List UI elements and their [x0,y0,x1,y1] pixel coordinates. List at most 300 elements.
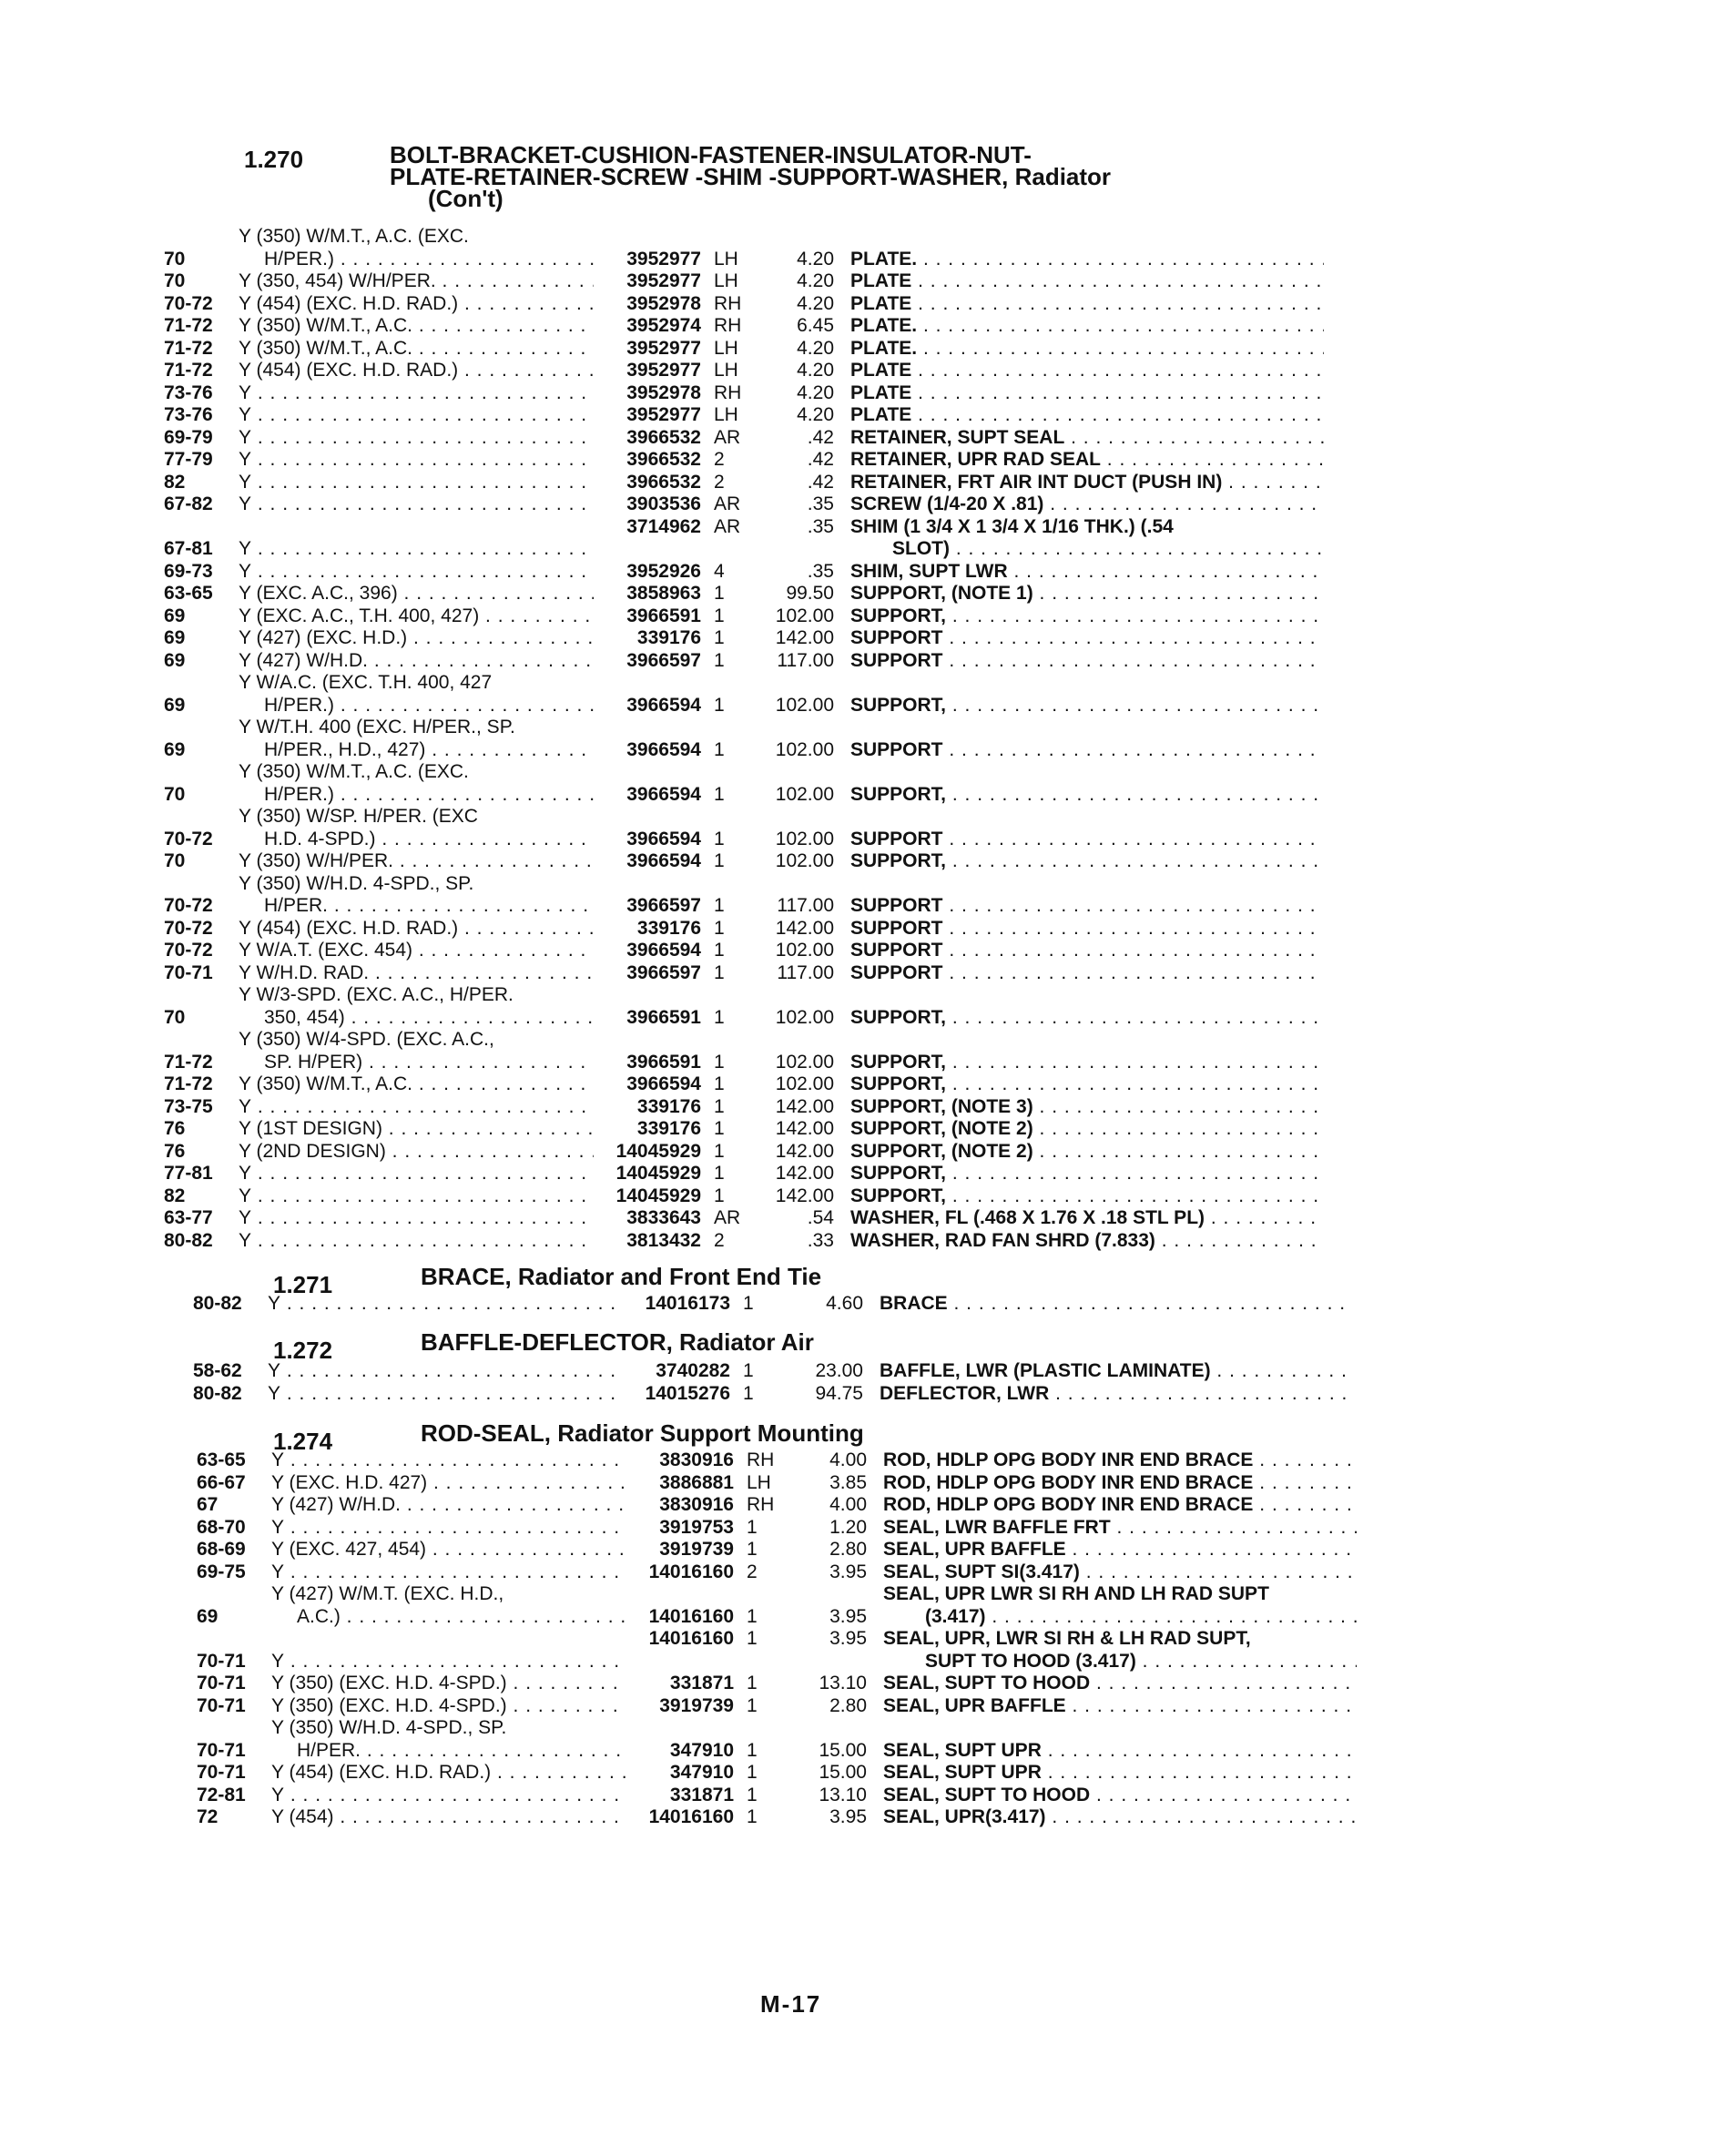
part-row [164,650,1366,673]
year-range: 70 [164,270,186,291]
part-number: 14015276 [645,1382,730,1404]
description [834,739,1324,762]
price: 142.00 [775,1118,834,1139]
quantity: LH [714,404,738,425]
section-number: 1.274 [273,1428,333,1455]
application [271,1539,626,1561]
application-line: Y (427) (EXC. H.D.) . . . [239,627,594,650]
part-number: 3966591 [626,605,701,626]
part-number: 3966594 [626,940,701,961]
description [834,1141,1324,1164]
part-row [164,404,1366,427]
description [867,1449,1357,1472]
part-number: 3966597 [626,961,701,983]
part-row [164,382,1366,405]
price: 4.00 [829,1449,867,1470]
description [834,315,1324,338]
description-line: SHIM, SUPT LWR . . . [850,561,1324,584]
price: .35 [807,515,834,537]
quantity: 1 [747,1673,758,1693]
description-line: SUPPORT . . . [850,940,1324,962]
description-line: RETAINER, FRT AIR INT DUCT (PUSH IN) . . . [850,472,1324,494]
description-line: SEAL, LWR BAFFLE FRT . . . [883,1517,1357,1540]
application-line: Y (350) W/SP. H/PER. (EXC [239,806,478,827]
application-line: SP. H/PER) . . . [239,1052,594,1074]
application-line: Y (454) (EXC. H.D. RAD.) . . . [239,918,594,941]
section-title-line: (Con't) [428,185,503,212]
application-line: Y . . . [268,1383,623,1406]
description [834,516,1324,561]
description-line: SUPPORT, . . . [850,1052,1324,1074]
application-line: Y (350) (EXC. H.D. 4-SPD.) . . . [271,1673,626,1695]
application [271,1762,626,1785]
description [867,1472,1357,1495]
application-line: Y (350) W/M.T., A.C. . . . [239,315,594,338]
application [239,806,594,850]
price: 117.00 [777,649,834,671]
quantity: AR [714,1207,741,1228]
part-number: 3952977 [626,248,701,270]
part-row [164,761,1366,806]
quantity: 1 [714,649,725,671]
price: .35 [807,493,834,514]
description [834,605,1324,628]
part-number: 14045929 [615,1185,701,1206]
year-range: 82 [164,1185,186,1206]
price: .35 [807,560,834,582]
part-number: 3966594 [626,850,701,871]
description [834,404,1324,427]
price: 2.80 [829,1694,867,1716]
part-number: 3966594 [626,694,701,716]
part-number: 3830916 [659,1494,734,1515]
description [834,561,1324,584]
part-row [197,1449,1399,1472]
application-line: Y . . . [268,1293,623,1316]
application-line: Y . . . [239,449,594,472]
application-line: H/PER.) . . . [239,695,594,717]
application-line: Y W/H.D. RAD. . . . [239,962,594,985]
year-range: 70-71 [164,961,213,983]
application-line: Y . . . [239,404,594,427]
part-number: 3952977 [626,404,701,425]
year-range: 71-72 [164,315,213,336]
quantity: 1 [714,1118,725,1139]
description-line: SHIM (1 3/4 X 1 3/4 X 1/16 THK.) (.54 [850,515,1174,537]
quantity: 1 [714,917,725,939]
parts-table-1271 [193,1293,1395,1316]
description [834,784,1324,807]
year-range: 76 [164,1118,186,1139]
part-row [164,627,1366,650]
price: 102.00 [775,738,834,760]
application [239,382,594,405]
description-line: (3.417) . . . [883,1606,1357,1629]
price: 3.95 [829,1628,867,1649]
description-line: SUPPORT, . . . [850,605,1324,628]
part-row [197,1583,1399,1628]
part-number: 331871 [669,1784,734,1805]
application [239,605,594,628]
application [268,1360,623,1383]
application-line: Y (427) W/H.D. . . . [271,1494,626,1517]
application-line: Y . . . [271,1517,626,1540]
description-line: SEAL, SUPT TO HOOD . . . [883,1673,1357,1695]
year-range: 58-62 [193,1360,242,1381]
part-number: 3952978 [626,292,701,314]
description [834,1207,1324,1230]
year-range: 76 [164,1140,186,1162]
quantity: LH [714,360,738,381]
description-line: SUPPORT, . . . [850,695,1324,717]
price: 6.45 [797,315,834,336]
description-line: SUPPORT . . . [850,627,1324,650]
description-line: RETAINER, SUPT SEAL . . . [850,427,1324,450]
application [271,1449,626,1472]
part-number: 3952977 [626,270,701,291]
application [239,850,594,873]
quantity: 1 [747,1762,758,1783]
description [834,627,1324,650]
description [834,382,1324,405]
quantity: 1 [714,738,725,760]
price: 102.00 [775,694,834,716]
year-range: 80-82 [193,1293,242,1314]
section-number: 1.270 [244,146,304,173]
part-row [197,1673,1399,1695]
part-row [164,493,1366,516]
part-number: 3952926 [626,560,701,582]
description [834,962,1324,985]
application [239,226,594,270]
application [239,873,594,918]
application [271,1695,626,1718]
section-title [390,141,1112,212]
quantity: 1 [714,1095,725,1117]
part-row [197,1628,1399,1673]
year-range: 70-72 [164,828,213,849]
part-row [197,1494,1399,1517]
year-range: 70-71 [197,1650,246,1672]
application-line: H/PER., H.D., 427) . . . [239,739,594,762]
part-row [164,717,1366,761]
quantity: RH [714,315,742,336]
application-line: Y (350) W/4-SPD. (EXC. A.C., [239,1029,494,1050]
year-range: 69 [164,649,186,671]
description [863,1293,1353,1316]
price: 3.85 [829,1471,867,1493]
year-range: 63-65 [164,583,213,604]
description [867,1517,1357,1540]
description [834,918,1324,941]
description-line: SUPPORT, (NOTE 2) . . . [850,1118,1324,1141]
application [239,270,594,293]
application-line: H.D. 4-SPD.) . . . [239,829,594,851]
part-number: 339176 [636,627,701,648]
part-row [164,605,1366,628]
price: 102.00 [775,1006,834,1028]
application [239,1207,594,1230]
price: 102.00 [775,783,834,805]
part-row [193,1383,1395,1406]
description [834,695,1324,717]
application-line: Y W/A.C. (EXC. T.H. 400, 427 [239,672,493,693]
application-line: Y (427) W/H.D. . . . [239,650,594,673]
year-range: 63-77 [164,1207,213,1228]
part-row [164,1073,1366,1096]
year-range: 70-72 [164,917,213,939]
quantity: 1 [714,850,725,871]
description-line: PLATE . . . [850,270,1324,293]
quantity: 1 [714,1140,725,1162]
application-line: Y . . . [268,1360,623,1383]
description [834,270,1324,293]
quantity: 1 [747,1784,758,1805]
part-row [164,226,1366,270]
year-range: 70-71 [197,1694,246,1716]
quantity: 2 [714,471,725,493]
application [271,1673,626,1695]
description [834,472,1324,494]
part-row [197,1517,1399,1540]
year-range: 72 [197,1806,219,1827]
part-number: 3886881 [659,1471,734,1493]
quantity: LH [714,337,738,359]
part-number: 3919739 [659,1694,734,1716]
application-line: Y . . . [239,1096,594,1119]
quantity: 1 [747,1605,758,1627]
price: 4.20 [797,381,834,403]
price: .42 [807,426,834,448]
description [834,895,1324,918]
year-range: 63-65 [197,1449,246,1470]
description [834,449,1324,472]
parts-table-1272 [193,1360,1395,1405]
application [239,940,594,962]
application [239,717,594,761]
application [268,1383,623,1406]
year-range: 71-72 [164,337,213,359]
year-range: 69-79 [164,426,213,448]
application-line: Y . . . [271,1561,626,1584]
part-number: 3830916 [659,1449,734,1470]
year-range: 70 [164,248,186,270]
application-line: Y (454) (EXC. H.D. RAD.) . . . [271,1762,626,1785]
year-range: 73-75 [164,1095,213,1117]
part-row [164,940,1366,962]
description-line: SUPPORT, (NOTE 2) . . . [850,1141,1324,1164]
description [867,1806,1357,1829]
quantity: 2 [747,1561,758,1582]
application-line: Y . . . [239,1230,594,1253]
year-range: 68-69 [197,1539,246,1560]
year-range: 71-72 [164,1051,213,1073]
part-number: 3966594 [626,738,701,760]
application-line: Y (350) W/M.T., A.C. . . . [239,338,594,361]
description [834,1073,1324,1096]
part-number: 3952974 [626,315,701,336]
part-number: 3952977 [626,337,701,359]
application [239,338,594,361]
application-line: Y (1ST DESIGN) . . . [239,1118,594,1141]
part-row [164,270,1366,293]
quantity: 4 [714,560,725,582]
part-row [164,1207,1366,1230]
application-line: Y . . . [239,1163,594,1185]
section-title [421,1263,822,1290]
description-line: SUPPORT . . . [850,962,1324,985]
section-title-line: PLATE-RETAINER-SCREW -SHIM -SUPPORT-WASHER, Radiator [390,163,1112,190]
quantity: 1 [714,1163,725,1184]
quantity: 1 [747,1739,758,1761]
price: 4.00 [829,1494,867,1515]
application [239,627,594,650]
quantity: RH [747,1494,775,1515]
year-range: 70-71 [197,1673,246,1693]
parts-table-1270 [164,226,1366,1252]
description [834,940,1324,962]
part-row [197,1695,1399,1718]
description-line: PLATE . . . [850,382,1324,405]
description [867,1583,1357,1628]
application-line: Y (2ND DESIGN) . . . [239,1141,594,1164]
year-range: 70 [164,1006,186,1028]
application-line: Y (350) W/M.T., A.C. (EXC. [239,226,469,247]
application [268,1293,623,1316]
part-row [193,1360,1395,1383]
price: 4.20 [797,404,834,425]
quantity: 1 [714,1006,725,1028]
description-line: BAFFLE, LWR (PLASTIC LAMINATE) . . . [880,1360,1353,1383]
application-line: Y (EXC. A.C., 396) . . . [239,583,594,605]
part-row [164,1185,1366,1208]
price: 2.80 [829,1539,867,1560]
description-line: SEAL, UPR(3.417) . . . [883,1806,1357,1829]
application [239,918,594,941]
year-range: 71-72 [164,1073,213,1094]
part-row [197,1717,1399,1762]
quantity: LH [714,270,738,291]
part-number: 3833643 [626,1207,701,1228]
application [239,962,594,985]
description-line: WASHER, RAD FAN SHRD (7.833) . . . [850,1230,1324,1253]
price: 4.60 [826,1293,863,1314]
part-number: 3966594 [626,1073,701,1094]
part-row [164,516,1366,561]
application [239,1118,594,1141]
price: 142.00 [775,1140,834,1162]
quantity: AR [714,515,741,537]
application [239,538,594,561]
application [271,1517,626,1540]
section-title [421,1328,814,1356]
description [834,1118,1324,1141]
application [239,315,594,338]
part-row [164,962,1366,985]
page-number: M-17 [760,1990,822,2018]
year-range: 66-67 [197,1471,246,1493]
price: 15.00 [819,1762,867,1783]
part-number: 3966597 [626,895,701,916]
year-range: 68-70 [197,1516,246,1538]
year-range: 77-81 [164,1163,213,1184]
price: 117.00 [777,895,834,916]
year-range: 69 [164,738,186,760]
section-number: 1.272 [273,1337,333,1364]
price: 102.00 [775,605,834,626]
price: 102.00 [775,1073,834,1094]
part-row [197,1762,1399,1785]
quantity: 1 [714,828,725,849]
description [867,1762,1357,1785]
description [834,427,1324,450]
part-number: 3952977 [626,360,701,381]
description-line: ROD, HDLP OPG BODY INR END BRACE . . . [883,1494,1357,1517]
description [834,829,1324,851]
part-row [164,672,1366,717]
price: 117.00 [777,961,834,983]
application [271,1651,626,1673]
quantity: 1 [714,783,725,805]
application [239,1230,594,1253]
description [834,493,1324,516]
part-number: 3858963 [626,583,701,604]
description-line: PLATE. . . . [850,249,1324,271]
year-range: 69 [164,605,186,626]
quantity: 2 [714,449,725,470]
application-line: Y . . . [239,561,594,584]
description-line: SUPPORT, . . . [850,1163,1324,1185]
year-range: 70-71 [197,1762,246,1783]
part-row [193,1293,1395,1316]
application-line: Y (454) (EXC. H.D. RAD.) . . . [239,360,594,382]
description-line: SUPT TO HOOD (3.417) . . . [883,1651,1357,1673]
application-line: Y . . . [271,1651,626,1673]
description-line: RETAINER, UPR RAD SEAL . . . [850,449,1324,472]
description-line: PLATE . . . [850,293,1324,316]
quantity: 1 [714,895,725,916]
application-line: Y W/3-SPD. (EXC. A.C., H/PER. [239,984,514,1005]
year-range: 67-81 [164,538,213,559]
part-row [197,1472,1399,1495]
application [239,404,594,427]
year-range: 73-76 [164,404,213,425]
application-line: Y . . . [239,1185,594,1208]
quantity: RH [714,381,742,403]
part-number: 339176 [636,1118,701,1139]
part-number: 3966591 [626,1006,701,1028]
part-number: 14016160 [648,1605,734,1627]
description [834,1052,1324,1074]
part-row [164,1163,1366,1185]
application [239,650,594,673]
description [863,1360,1353,1383]
year-range: 70 [164,783,186,805]
part-number: 14016160 [648,1628,734,1649]
price: 4.20 [797,337,834,359]
section-title-line: BOLT-BRACKET-CUSHION-FASTENER-INSULATOR-NUT- [390,141,1032,168]
price: 13.10 [819,1784,867,1805]
part-number: 3952978 [626,381,701,403]
quantity: RH [714,292,742,314]
application [271,1785,626,1807]
application-line: Y (350) W/H/PER. . . . [239,850,594,873]
description [834,583,1324,605]
description [863,1383,1353,1406]
description-line: SCREW (1/4-20 X .81) . . . [850,493,1324,516]
application-line: Y . . . [239,382,594,405]
description-line: ROD, HDLP OPG BODY INR END BRACE . . . [883,1449,1357,1472]
